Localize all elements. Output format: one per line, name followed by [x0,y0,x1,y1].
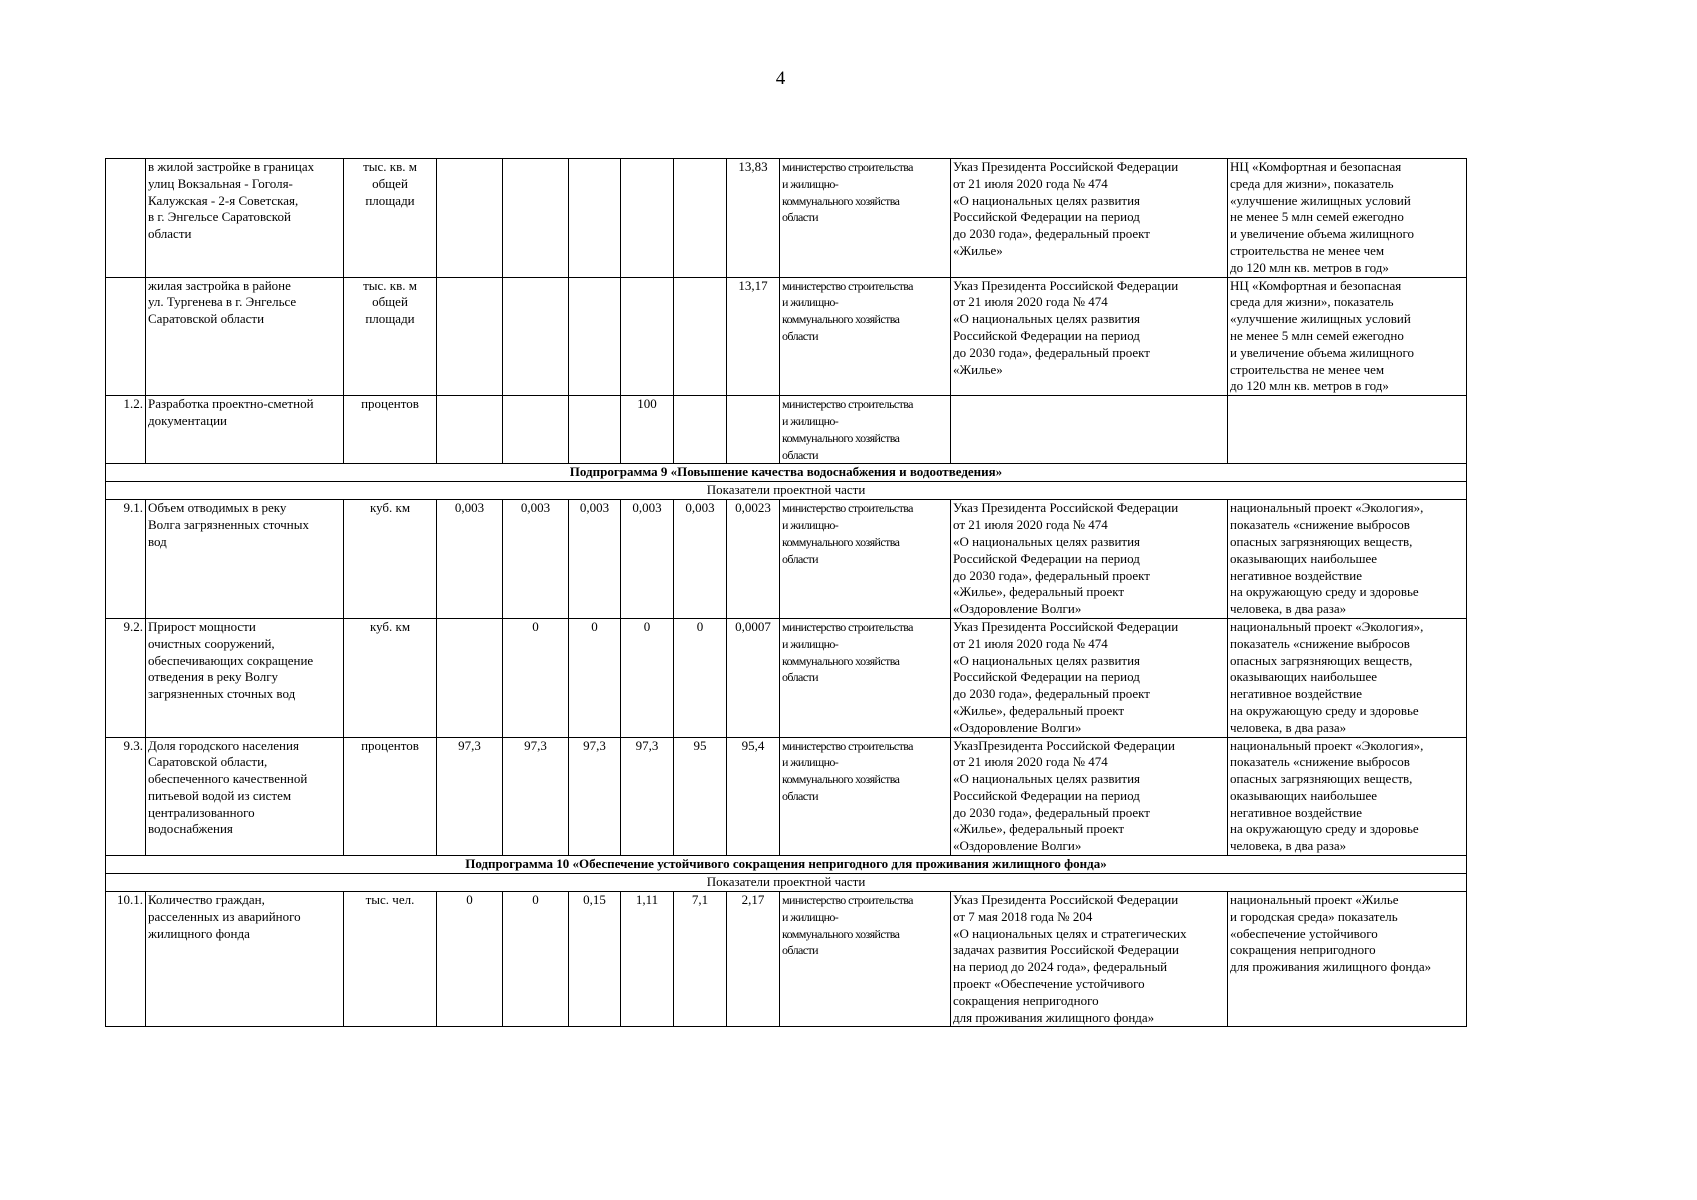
indicator-name: жилая застройка в районе ул. Тургенева в г. Энгельсе Саратовской области [146,277,344,396]
indicator-name: Объем отводимых в реку Волга загрязненных сточных вод [146,500,344,619]
unit: тыс. кв. м общей площади [344,159,437,278]
table-row [106,618,1467,737]
decree-reference: Указ Президента Российской Федерации от 21 июля 2020 года № 474 «О национальных целях развития Российской Федерации на период до 2030 года», федеральный проект «Жилье», федеральный проект «Оздоровление Волги» [951,618,1228,737]
responsible-ministry: министерство строительства и жилищно- коммунального хозяйства области [780,159,951,278]
unit: процентов [344,737,437,856]
value-year-1: 97,3 [437,737,503,856]
value-year-2: 97,3 [503,737,569,856]
indicators-table [105,158,1467,1027]
responsible-ministry: министерство строительства и жилищно- коммунального хозяйства области [780,618,951,737]
unit: тыс. кв. м общей площади [344,277,437,396]
value-year-2: 0,003 [503,500,569,619]
responsible-ministry: министерство строительства и жилищно- коммунального хозяйства области [780,277,951,396]
national-project-indicator: национальный проект «Экология», показатель «снижение выбросов опасных загрязняющих веществ, оказывающих наибольшее негативное воздействие на окружающую среду и здоровье человека, в два раза» [1228,500,1467,619]
row-number: 9.3. [106,737,146,856]
value-year-2 [503,159,569,278]
decree-reference: Указ Президента Российской Федерации от 21 июля 2020 года № 474 «О национальных целях развития Российской Федерации на период до 2030 года», федеральный проект «Жилье» [951,277,1228,396]
value-year-6: 13,83 [727,159,780,278]
value-year-4: 0 [621,618,674,737]
table-row [106,277,1467,396]
table-row [106,737,1467,856]
value-year-5: 0 [674,618,727,737]
value-year-3: 0 [569,618,621,737]
value-year-1 [437,618,503,737]
table-row [106,159,1467,278]
value-year-6: 0,0007 [727,618,780,737]
indicator-name: Количество граждан, расселенных из аварийного жилищного фонда [146,892,344,1027]
subprogram-title: Подпрограмма 10 «Обеспечение устойчивого сокращения непригодного для проживания жилищного фонда» [106,856,1467,874]
national-project-indicator: национальный проект «Экология», показатель «снижение выбросов опасных загрязняющих веществ, оказывающих наибольшее негативное воздействие на окружающую среду и здоровье человека, в два раза» [1228,618,1467,737]
value-year-3: 97,3 [569,737,621,856]
value-year-6: 13,17 [727,277,780,396]
value-year-4: 100 [621,396,674,464]
value-year-1: 0,003 [437,500,503,619]
national-project-indicator [1228,396,1467,464]
row-number: 1.2. [106,396,146,464]
value-year-6: 95,4 [727,737,780,856]
row-number: 9.2. [106,618,146,737]
table-row [106,892,1467,1027]
value-year-3 [569,396,621,464]
responsible-ministry: министерство строительства и жилищно- коммунального хозяйства области [780,500,951,619]
table-row [106,396,1467,464]
row-number [106,159,146,278]
value-year-5: 0,003 [674,500,727,619]
row-number [106,277,146,396]
value-year-4: 97,3 [621,737,674,856]
national-project-indicator: НЦ «Комфортная и безопасная среда для жизни», показатель «улучшение жилищных условий не менее 5 млн семей ежегодно и увеличение объема жилищного строительства не менее чем до 120 млн кв. метров в год» [1228,277,1467,396]
value-year-2 [503,396,569,464]
table-row [106,500,1467,619]
value-year-1: 0 [437,892,503,1027]
section-row [106,874,1467,892]
responsible-ministry: министерство строительства и жилищно- коммунального хозяйства области [780,737,951,856]
national-project-indicator: национальный проект «Жилье и городская среда» показатель «обеспечение устойчивого сокращения непригодного для проживания жилищного фонда» [1228,892,1467,1027]
value-year-2: 0 [503,892,569,1027]
value-year-4: 0,003 [621,500,674,619]
value-year-3: 0,15 [569,892,621,1027]
value-year-5: 7,1 [674,892,727,1027]
value-year-5: 95 [674,737,727,856]
page-number: 4 [775,68,786,89]
value-year-6: 2,17 [727,892,780,1027]
unit: куб. км [344,618,437,737]
responsible-ministry: министерство строительства и жилищно- коммунального хозяйства области [780,892,951,1027]
section-title: Показатели проектной части [106,482,1467,500]
subprogram-title: Подпрограмма 9 «Повышение качества водоснабжения и водоотведения» [106,464,1467,482]
unit: куб. км [344,500,437,619]
value-year-2 [503,277,569,396]
value-year-6: 0,0023 [727,500,780,619]
value-year-4 [621,159,674,278]
value-year-4: 1,11 [621,892,674,1027]
value-year-4 [621,277,674,396]
value-year-1 [437,159,503,278]
unit: процентов [344,396,437,464]
value-year-1 [437,277,503,396]
national-project-indicator: национальный проект «Экология», показатель «снижение выбросов опасных загрязняющих веществ, оказывающих наибольшее негативное воздействие на окружающую среду и здоровье человека, в два раза» [1228,737,1467,856]
value-year-5 [674,159,727,278]
value-year-6 [727,396,780,464]
value-year-3: 0,003 [569,500,621,619]
responsible-ministry: министерство строительства и жилищно- коммунального хозяйства области [780,396,951,464]
value-year-1 [437,396,503,464]
subprogram-row [106,856,1467,874]
value-year-3 [569,277,621,396]
indicator-name: в жилой застройке в границах улиц Вокзальная - Гоголя- Калужская - 2-я Советская, в г. Энгельсе Саратовской области [146,159,344,278]
value-year-2: 0 [503,618,569,737]
value-year-5 [674,277,727,396]
section-row [106,482,1467,500]
row-number: 10.1. [106,892,146,1027]
decree-reference: Указ Президента Российской Федерации от 21 июля 2020 года № 474 «О национальных целях развития Российской Федерации на период до 2030 года», федеральный проект «Жилье», федеральный проект «Оздоровление Волги» [951,500,1228,619]
value-year-3 [569,159,621,278]
value-year-5 [674,396,727,464]
indicator-name: Доля городского населения Саратовской области, обеспеченного качественной питьевой водой из систем централизованного водоснабжения [146,737,344,856]
decree-reference: Указ Президента Российской Федерации от 21 июля 2020 года № 474 «О национальных целях развития Российской Федерации на период до 2030 года», федеральный проект «Жилье» [951,159,1228,278]
unit: тыс. чел. [344,892,437,1027]
decree-reference: Указ Президента Российской Федерации от 7 мая 2018 года № 204 «О национальных целях и стратегических задачах развития Российской Федерации на период до 2024 года», федеральный проект «Обеспечение устойчивого сокращения непригодного для проживания жилищного фонда» [951,892,1228,1027]
indicator-name: Разработка проектно-сметной документации [146,396,344,464]
section-title: Показатели проектной части [106,874,1467,892]
row-number: 9.1. [106,500,146,619]
indicator-name: Прирост мощности очистных сооружений, обеспечивающих сокращение отведения в реку Волгу загрязненных сточных вод [146,618,344,737]
decree-reference: УказПрезидента Российской Федерации от 21 июля 2020 года № 474 «О национальных целях развития Российской Федерации на период до 2030 года», федеральный проект «Жилье», федеральный проект «Оздоровление Волги» [951,737,1228,856]
subprogram-row [106,464,1467,482]
decree-reference [951,396,1228,464]
national-project-indicator: НЦ «Комфортная и безопасная среда для жизни», показатель «улучшение жилищных условий не менее 5 млн семей ежегодно и увеличение объема жилищного строительства не менее чем до 120 млн кв. метров в год» [1228,159,1467,278]
